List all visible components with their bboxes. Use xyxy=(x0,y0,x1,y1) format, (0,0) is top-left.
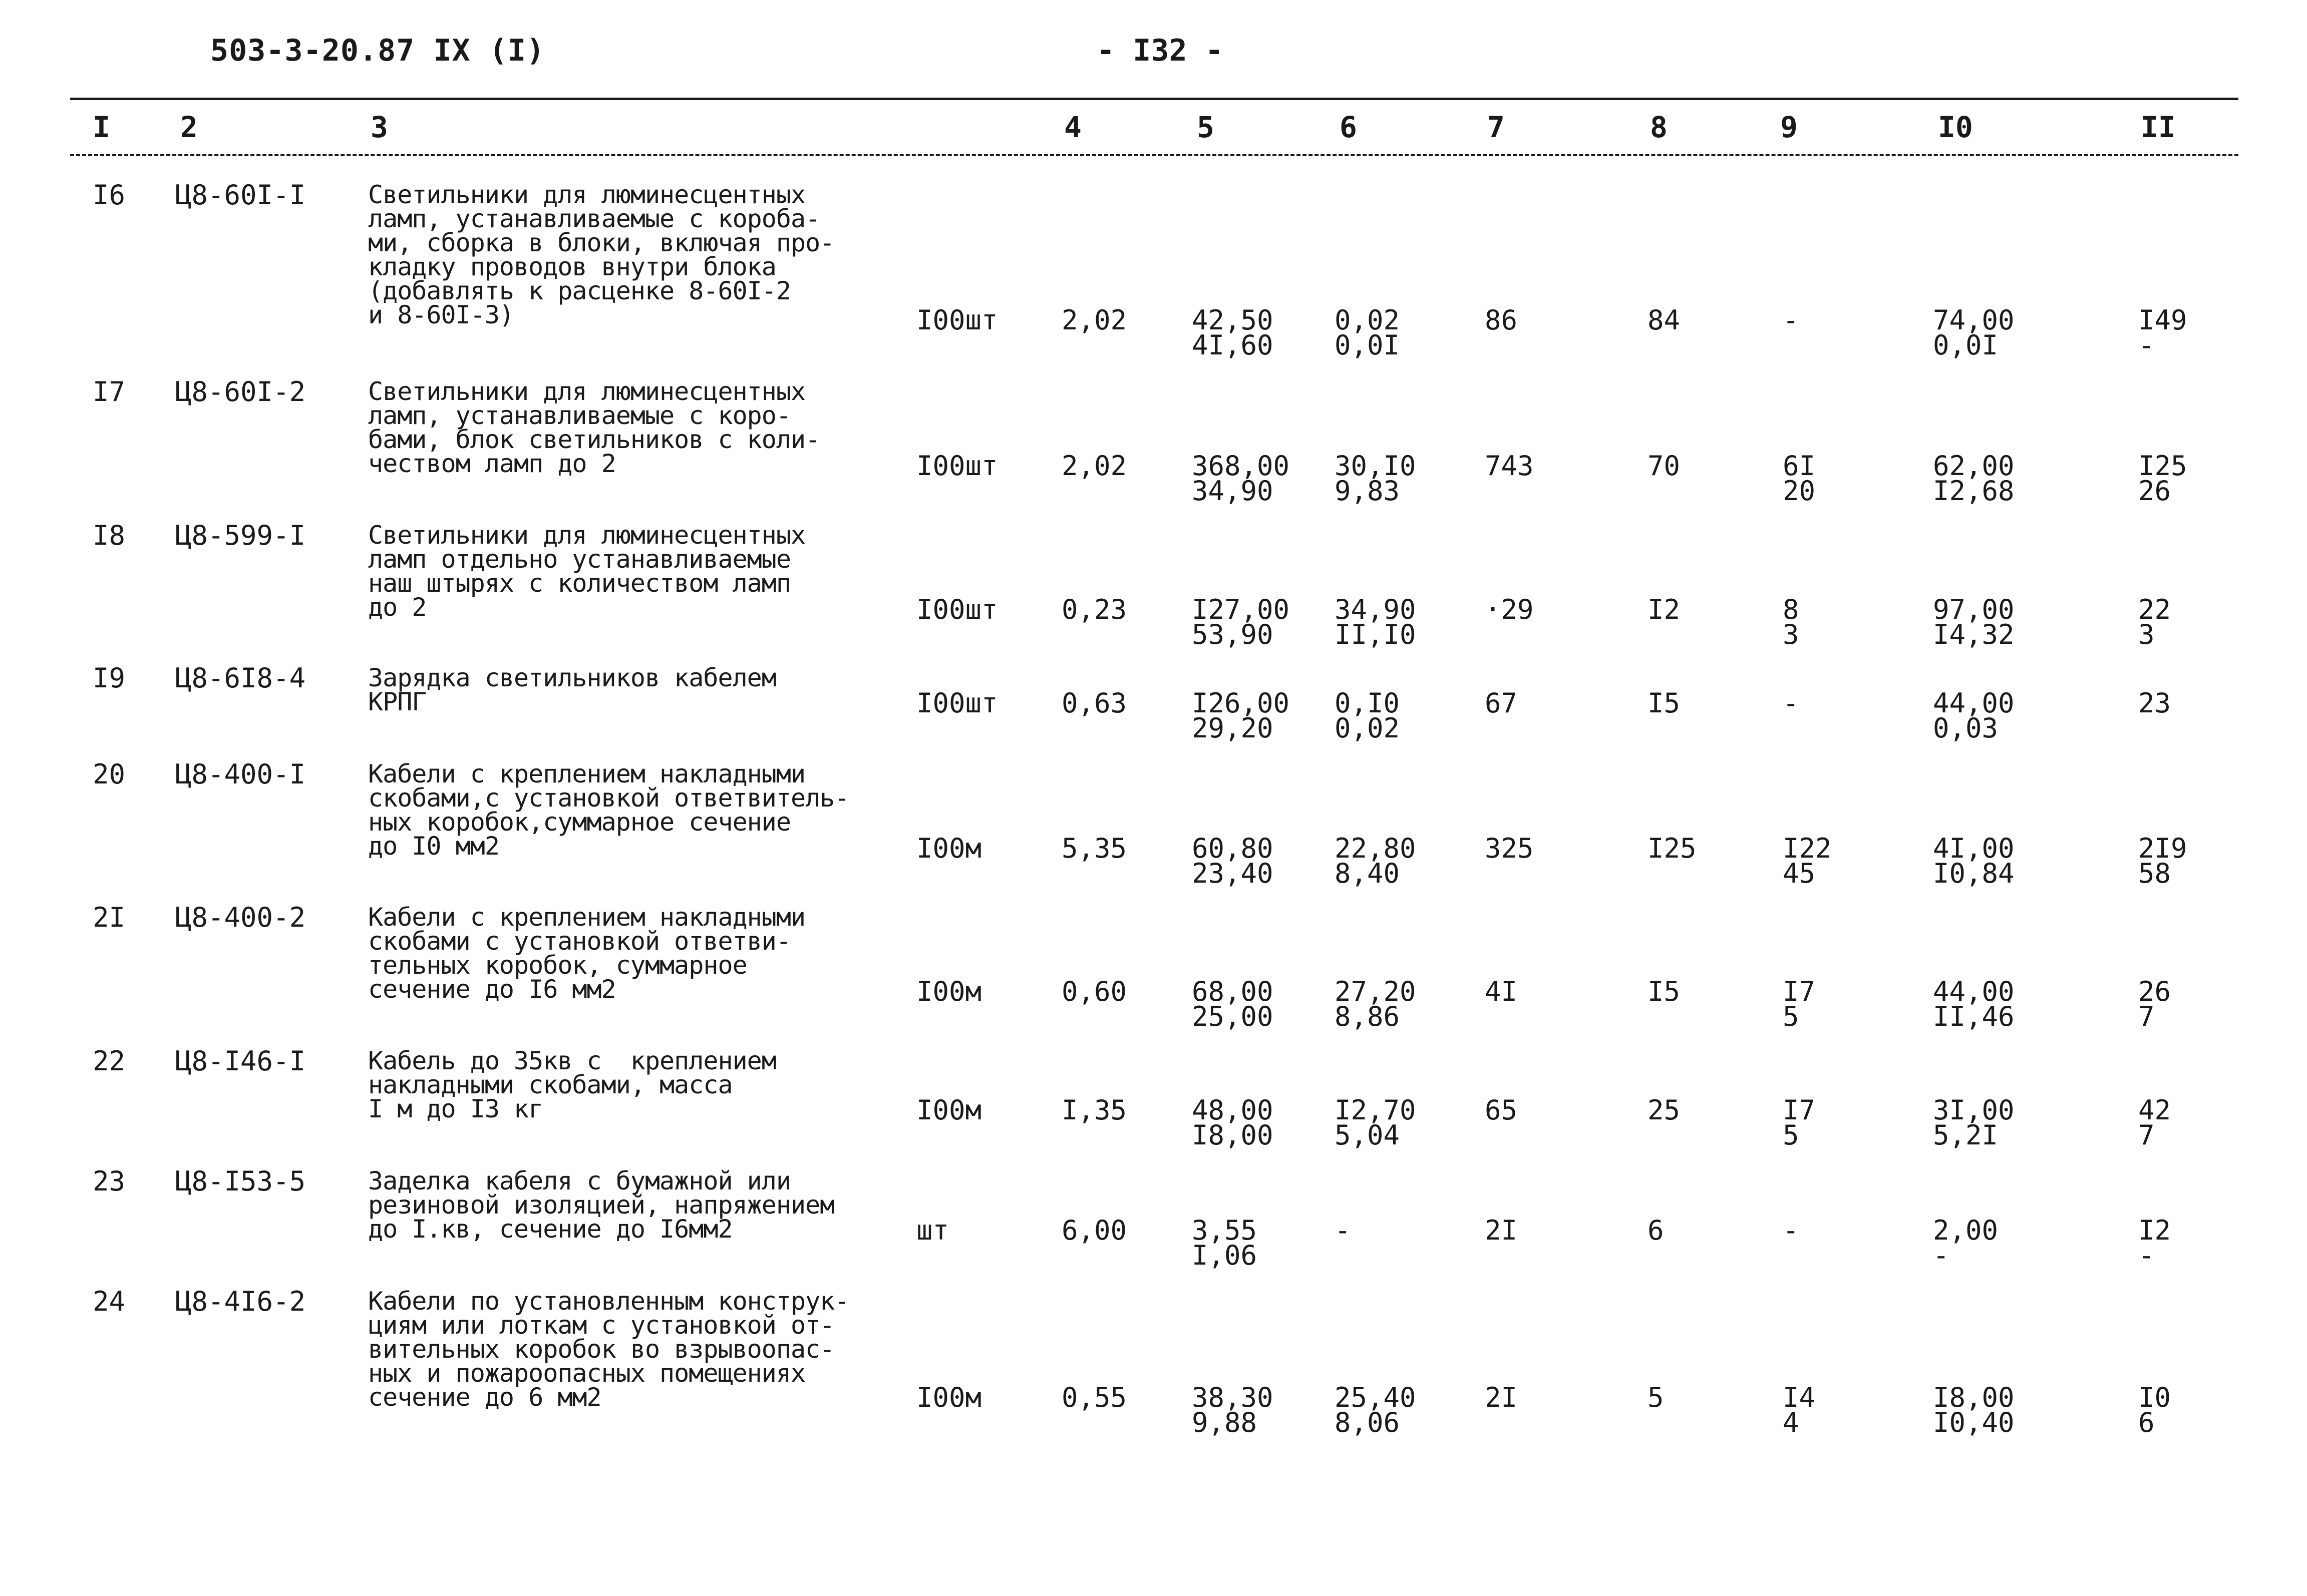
row-col6 xyxy=(1335,1094,1416,1151)
row-col10-bottom: I0,40 xyxy=(1933,1407,2015,1438)
row-col6 xyxy=(1335,304,1400,361)
row-col5 xyxy=(1192,450,1290,507)
row-number: 2I xyxy=(93,902,126,933)
column-header-7: 7 xyxy=(1487,110,1505,144)
row-col8: 84 xyxy=(1647,304,1681,336)
row-quantity: 5,35 xyxy=(1062,833,1127,864)
row-unit: I00м xyxy=(916,1382,982,1413)
row-col7: 2I xyxy=(1485,1382,1518,1413)
row-col6 xyxy=(1335,976,1416,1032)
column-header-9: 9 xyxy=(1780,110,1798,144)
row-col10-top: 62,00 xyxy=(1933,450,2015,482)
row-col8: 6 xyxy=(1647,1215,1664,1246)
row-col6-top: 27,20 xyxy=(1335,976,1416,1007)
row-col10-bottom: I4,32 xyxy=(1933,619,2015,650)
row-description: Зарядка светильников кабелем КРПГ xyxy=(368,663,776,716)
row-col9-bottom: 20 xyxy=(1783,475,1816,507)
row-col9-top: I22 xyxy=(1783,833,1832,864)
row-number: 24 xyxy=(93,1286,126,1317)
row-col10-bottom: - xyxy=(1933,1240,1949,1271)
row-col9 xyxy=(1783,976,1816,1032)
row-quantity: 6,00 xyxy=(1062,1215,1127,1246)
row-col6 xyxy=(1335,450,1416,507)
row-unit: I00шт xyxy=(916,450,998,482)
row-description: Кабели по установленным конструк- циям или лоткам с установкой от- вительных коробок во взрывоопас- ных и пожароопасных помещениях сечение до 6 мм2 xyxy=(368,1287,849,1412)
row-col11-bottom: 26 xyxy=(2138,475,2171,507)
row-col11-bottom: 6 xyxy=(2138,1407,2155,1438)
row-col6-top: 25,40 xyxy=(1335,1382,1416,1413)
row-col7: 4I xyxy=(1485,976,1518,1007)
row-quantity: 0,60 xyxy=(1062,976,1127,1007)
row-col10 xyxy=(1933,833,2015,889)
row-col11-bottom: 3 xyxy=(2138,619,2155,650)
row-col8: 5 xyxy=(1647,1382,1664,1413)
row-col10-top: 97,00 xyxy=(1933,594,2015,625)
row-quantity: 0,23 xyxy=(1062,594,1127,625)
row-unit: шт xyxy=(916,1215,949,1246)
row-code: Ц8-4I6-2 xyxy=(175,1286,306,1317)
column-header-6: 6 xyxy=(1340,110,1357,144)
row-col6 xyxy=(1335,594,1416,650)
row-col6 xyxy=(1335,1382,1416,1438)
row-code: Ц8-I53-5 xyxy=(175,1165,306,1197)
column-header-1: I xyxy=(93,110,110,144)
row-number: I7 xyxy=(93,376,126,408)
row-col5-top: 42,50 xyxy=(1192,304,1273,336)
row-col5 xyxy=(1192,1382,1273,1438)
row-col5-bottom: 29,20 xyxy=(1192,712,1273,744)
row-col9-top: - xyxy=(1783,304,1799,336)
row-col9-top: I4 xyxy=(1783,1382,1816,1413)
row-col6-top: 0,02 xyxy=(1335,304,1400,336)
row-number: 20 xyxy=(93,758,126,790)
row-col7: 65 xyxy=(1485,1094,1518,1126)
row-col10-bottom: I2,68 xyxy=(1933,475,2015,507)
row-col6-top: - xyxy=(1335,1215,1351,1246)
row-col10 xyxy=(1933,687,2015,744)
row-col5-top: I27,00 xyxy=(1192,594,1290,625)
row-number: 22 xyxy=(93,1045,126,1077)
row-description: Кабель до 35кв с креплением накладными скобами, масса I м до I3 кг xyxy=(368,1046,776,1123)
row-code: Ц8-400-2 xyxy=(175,902,306,933)
column-header-3: 3 xyxy=(371,110,388,144)
row-col9 xyxy=(1783,687,1799,719)
row-col10-top: 3I,00 xyxy=(1933,1094,2015,1126)
row-col11-top: 22 xyxy=(2138,594,2171,625)
row-col9-bottom: 3 xyxy=(1783,619,1799,650)
row-col11-top: I49 xyxy=(2138,304,2187,336)
row-col6-bottom: 8,40 xyxy=(1335,858,1400,889)
row-description: Светильники для люминесцентных ламп, устанавливаемые с коро- бами, блок светильников с коли- чеством ламп до 2 xyxy=(368,377,820,478)
row-col5 xyxy=(1192,304,1273,361)
row-col5-bottom: 23,40 xyxy=(1192,858,1273,889)
row-unit: I00м xyxy=(916,976,982,1007)
row-col11-bottom: 7 xyxy=(2138,1119,2155,1151)
row-col11-bottom: 58 xyxy=(2138,858,2171,889)
row-col9-top: 8 xyxy=(1783,594,1799,625)
column-header-8: 8 xyxy=(1650,110,1668,144)
row-code: Ц8-60I-I xyxy=(175,179,306,211)
row-col11-top: I25 xyxy=(2138,450,2187,482)
row-code: Ц8-60I-2 xyxy=(175,376,306,408)
row-col6 xyxy=(1335,687,1400,744)
row-unit: I00шт xyxy=(916,594,998,625)
row-col10-bottom: 0,03 xyxy=(1933,712,1999,744)
row-col11 xyxy=(2138,1094,2171,1151)
row-col9-bottom: 5 xyxy=(1783,1001,1799,1032)
row-number: I8 xyxy=(93,520,126,551)
row-col5-top: 48,00 xyxy=(1192,1094,1273,1126)
row-col7: 743 xyxy=(1485,450,1534,482)
row-col10 xyxy=(1933,1382,2015,1438)
row-number: I6 xyxy=(93,179,126,211)
row-col5-top: 38,30 xyxy=(1192,1382,1273,1413)
row-col6-bottom: II,I0 xyxy=(1335,619,1416,650)
row-col5-top: I26,00 xyxy=(1192,687,1290,719)
row-code: Ц8-I46-I xyxy=(175,1045,306,1077)
row-col10-bottom: 0,0I xyxy=(1933,329,1999,361)
row-col10-bottom: II,46 xyxy=(1933,1001,2015,1032)
row-col11 xyxy=(2138,976,2171,1032)
row-unit: I00шт xyxy=(916,304,998,336)
row-col7: ·29 xyxy=(1485,594,1534,625)
row-col5-bottom: I8,00 xyxy=(1192,1119,1273,1151)
row-col10-top: 74,00 xyxy=(1933,304,2015,336)
row-col5-top: 368,00 xyxy=(1192,450,1290,482)
row-col8: I5 xyxy=(1647,687,1681,719)
row-col11 xyxy=(2138,687,2171,719)
row-col10-top: 4I,00 xyxy=(1933,833,2015,864)
column-header-10: I0 xyxy=(1938,110,1973,144)
row-col11-bottom: 7 xyxy=(2138,1001,2155,1032)
row-col6-top: 34,90 xyxy=(1335,594,1416,625)
row-col10-top: 44,00 xyxy=(1933,976,2015,1007)
row-quantity: 2,02 xyxy=(1062,304,1127,336)
row-col10 xyxy=(1933,1215,1999,1271)
row-col9 xyxy=(1783,833,1832,889)
row-col6 xyxy=(1335,833,1416,889)
row-col9 xyxy=(1783,304,1799,336)
row-col9 xyxy=(1783,594,1799,650)
page-number: - I32 - xyxy=(1097,33,1223,68)
row-col11 xyxy=(2138,304,2187,361)
row-col9 xyxy=(1783,1382,1816,1438)
row-col11-bottom: - xyxy=(2138,329,2155,361)
row-col11 xyxy=(2138,1382,2171,1438)
row-col6 xyxy=(1335,1215,1351,1246)
row-quantity: 2,02 xyxy=(1062,450,1127,482)
row-description: Светильники для люминесцентных ламп, устанавливаемые с короба- ми, сборка в блоки, включая про- кладку проводов внутри блока (добавлять к расценке 8-60I-2 и 8-60I-3) xyxy=(368,180,835,329)
row-col5-bottom: I,06 xyxy=(1192,1240,1257,1271)
row-col6-top: 30,I0 xyxy=(1335,450,1416,482)
row-col6-bottom: 0,0I xyxy=(1335,329,1400,361)
row-col10-top: 2,00 xyxy=(1933,1215,1999,1246)
row-number: 23 xyxy=(93,1165,126,1197)
row-col10 xyxy=(1933,1094,2015,1151)
row-quantity: I,35 xyxy=(1062,1094,1127,1126)
row-col6-top: 0,I0 xyxy=(1335,687,1400,719)
row-col5 xyxy=(1192,833,1273,889)
row-col8: 70 xyxy=(1647,450,1681,482)
row-col10 xyxy=(1933,450,2015,507)
column-header-4: 4 xyxy=(1064,110,1082,144)
row-col10-bottom: I0,84 xyxy=(1933,858,2015,889)
row-col5 xyxy=(1192,1094,1273,1151)
row-col5 xyxy=(1192,976,1273,1032)
row-col9-top: - xyxy=(1783,1215,1799,1246)
row-description: Светильники для люминесцентных ламп отдельно устанавливаемые наш штырях с количеством ламп до 2 xyxy=(368,521,806,622)
header-rule xyxy=(70,154,2238,156)
row-col7: 325 xyxy=(1485,833,1534,864)
row-col10-top: 44,00 xyxy=(1933,687,2015,719)
row-col9-bottom: 5 xyxy=(1783,1119,1799,1151)
row-col7: 2I xyxy=(1485,1215,1518,1246)
row-col10 xyxy=(1933,976,2015,1032)
row-description: Кабели с креплением накладными скобами с установкой ответви- тельных коробок, суммарное сечение до I6 мм2 xyxy=(368,903,806,1004)
row-col6-bottom: 0,02 xyxy=(1335,712,1400,744)
row-col10 xyxy=(1933,594,2015,650)
row-col11 xyxy=(2138,594,2171,650)
row-col5-bottom: 9,88 xyxy=(1192,1407,1257,1438)
row-col5 xyxy=(1192,687,1290,744)
row-col11-top: I2 xyxy=(2138,1215,2171,1246)
row-col10-bottom: 5,2I xyxy=(1933,1119,1999,1151)
row-col5-bottom: 25,00 xyxy=(1192,1001,1273,1032)
row-col6-bottom: 9,83 xyxy=(1335,475,1400,507)
row-col10-top: I8,00 xyxy=(1933,1382,2015,1413)
row-col5-top: 3,55 xyxy=(1192,1215,1257,1246)
row-col6-bottom: 5,04 xyxy=(1335,1119,1400,1151)
row-col11-top: 26 xyxy=(2138,976,2171,1007)
column-header-11: II xyxy=(2141,110,2176,144)
row-col6-bottom: 8,06 xyxy=(1335,1407,1400,1438)
row-quantity: 0,63 xyxy=(1062,687,1127,719)
row-col11 xyxy=(2138,833,2187,889)
column-header-2: 2 xyxy=(180,110,198,144)
row-col11-top: I0 xyxy=(2138,1382,2171,1413)
row-col11-top: 2I9 xyxy=(2138,833,2187,864)
row-col11-bottom: - xyxy=(2138,1240,2155,1271)
row-col5-bottom: 34,90 xyxy=(1192,475,1273,507)
column-header-5: 5 xyxy=(1197,110,1214,144)
row-col10 xyxy=(1933,304,2015,361)
row-code: Ц8-400-I xyxy=(175,758,306,790)
row-col8: I2 xyxy=(1647,594,1681,625)
row-col9 xyxy=(1783,1215,1799,1246)
row-col9-top: - xyxy=(1783,687,1799,719)
row-col5 xyxy=(1192,594,1290,650)
row-col6-bottom: 8,86 xyxy=(1335,1001,1400,1032)
row-col9-top: 6I xyxy=(1783,450,1816,482)
document-code: 503-3-20.87 IX (I) xyxy=(210,33,545,68)
row-col7: 67 xyxy=(1485,687,1518,719)
row-quantity: 0,55 xyxy=(1062,1382,1127,1413)
row-col9-bottom: 4 xyxy=(1783,1407,1799,1438)
row-col8: 25 xyxy=(1647,1094,1681,1126)
row-col6-top: 22,80 xyxy=(1335,833,1416,864)
row-description: Кабели с креплением накладными скобами,с установкой ответвитель- ных коробок,суммарное сечение до I0 мм2 xyxy=(368,759,849,861)
row-description: Заделка кабеля с бумажной или резиновой изоляцией, напряжением до I.кв, сечение до I6мм2 xyxy=(368,1166,835,1244)
row-col11-top: 23 xyxy=(2138,687,2171,719)
row-col5-top: 60,80 xyxy=(1192,833,1273,864)
row-col11 xyxy=(2138,450,2187,507)
row-code: Ц8-599-I xyxy=(175,520,306,551)
row-code: Ц8-6I8-4 xyxy=(175,662,306,694)
row-col5-bottom: 4I,60 xyxy=(1192,329,1273,361)
row-col6-top: I2,70 xyxy=(1335,1094,1416,1126)
row-unit: I00шт xyxy=(916,687,998,719)
row-unit: I00м xyxy=(916,833,982,864)
row-col5-bottom: 53,90 xyxy=(1192,619,1273,650)
row-col9-top: I7 xyxy=(1783,1094,1816,1126)
row-unit: I00м xyxy=(916,1094,982,1126)
row-col11-top: 42 xyxy=(2138,1094,2171,1126)
row-col11 xyxy=(2138,1215,2171,1271)
row-col7: 86 xyxy=(1485,304,1518,336)
row-col9-bottom: 45 xyxy=(1783,858,1816,889)
row-col9 xyxy=(1783,1094,1816,1151)
row-col5-top: 68,00 xyxy=(1192,976,1273,1007)
row-col8: I25 xyxy=(1647,833,1697,864)
row-number: I9 xyxy=(93,662,126,694)
row-col5 xyxy=(1192,1215,1257,1271)
row-col8: I5 xyxy=(1647,976,1681,1007)
top-rule xyxy=(70,98,2238,100)
row-col9-top: I7 xyxy=(1783,976,1816,1007)
row-col9 xyxy=(1783,450,1816,507)
